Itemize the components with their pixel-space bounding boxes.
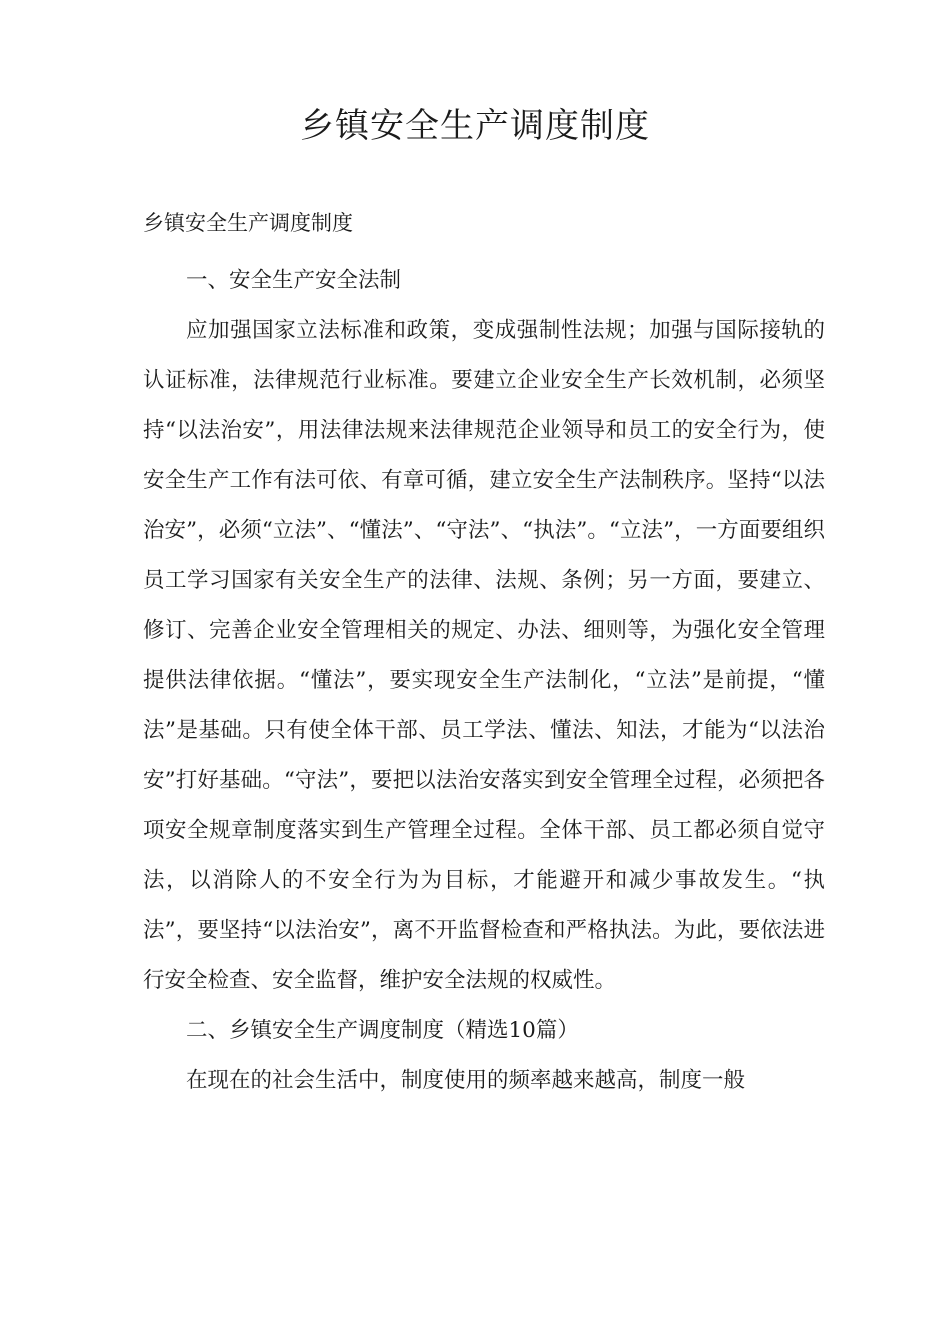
section-heading-1: 一、安全生产安全法制 — [186, 268, 402, 293]
section-paragraph-1: 应加强国家立法标准和政策，变成强制性法规；加强与国际接轨的认证标准，法律规范行业标准。要建立企业安全生产长效机制，必须坚持“以法治安”，用法律法规来法律规范企业领导和员工的安全行为，使安全生产工作有法可依、有章可循，建立安全生产法制秩序。坚持“以法治安”，必须“立法”、“懂法”、“守法”、“执法”。“立法”，一方面要组织员工学习国家有关安全生产的法律、法规、条例；另一方面，要建立、修订、完善企业安全管理相关的规定、办法、细则等，为强化安全管理提供法律依据。“懂法”，要实现安全生产法制化，“立法”是前提，“懂法”是基础。只有使全体干部、员工学法、懂法、知法，才能为“以法治安”打好基础。“守法”，要把以法治安落实到安全管理全过程，必须把各项安全规章制度落实到生产管理全过程。全体干部、员工都必须自觉守法，以消除人的不安全行为为目标，才能避开和减少事故发生。“执法”，要坚持“以法治安”，离不开监督检查和严格执法。为此，要依法进行安全检查、安全监督，维护安全法规的权威性。 — [143, 318, 825, 993]
document-subtitle: 乡镇安全生产调度制度 — [143, 211, 353, 235]
document-body — [143, 256, 825, 1106]
section-heading-2: 二、乡镇安全生产调度制度（精选10篇） — [186, 1018, 579, 1043]
document-title: 乡镇安全生产调度制度 — [300, 106, 650, 146]
section-paragraph-2: 在现在的社会生活中，制度使用的频率越来越高，制度一般 — [186, 1068, 746, 1093]
